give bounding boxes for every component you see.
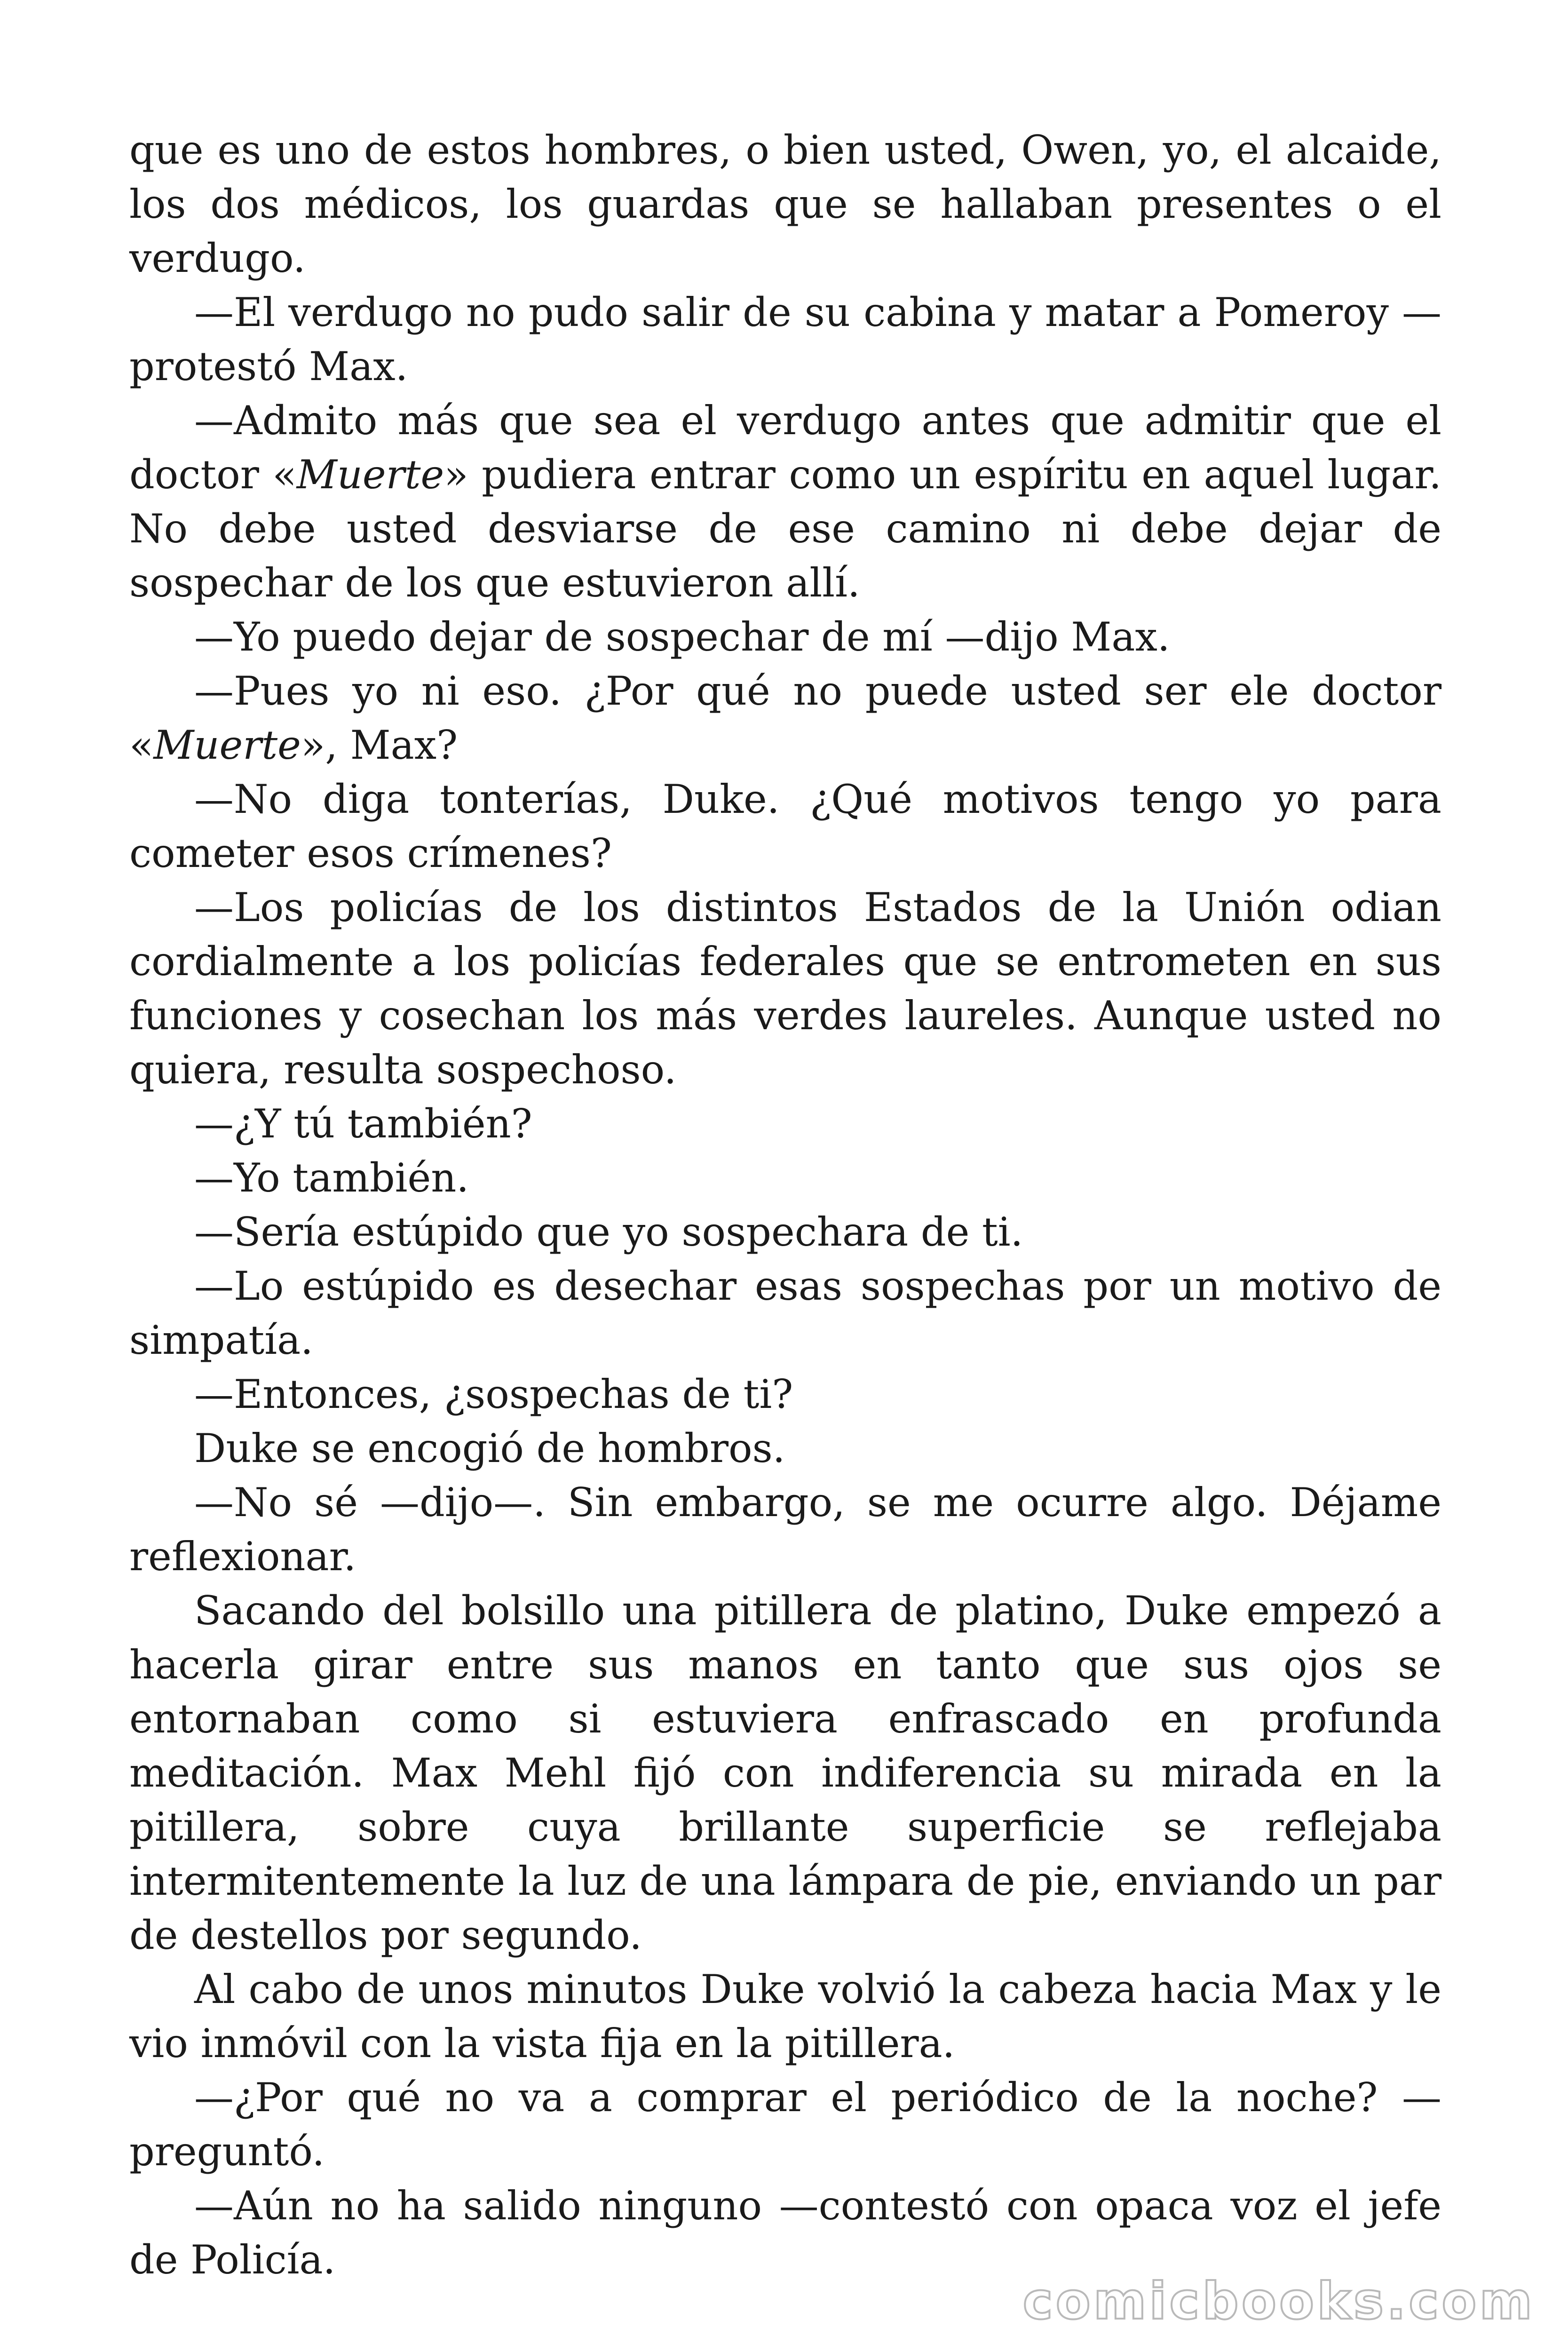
paragraph: —Yo puedo dejar de sospechar de mí —dijo Max. (194, 614, 1170, 660)
paragraph: Al cabo de unos minutos Duke volvió la cabeza hacia Max y le vio inmóvil con la vista fija en la pitillera. (129, 1966, 1441, 2066)
paragraph: —Yo también. (194, 1155, 469, 1201)
paragraph: —No sé —dijo—. Sin embargo, se me ocurre algo. Déjame reflexionar. (129, 1479, 1441, 1580)
paragraph: Sacando del bolsillo una pitillera de platino, Duke empezó a hacerla girar entre sus manos en tanto que sus ojos se entornaban como si estuviera enfrascado en profunda meditación. Max Mehl fijó con indiferencia su mirada en la pitillera, sobre cuya brillante superficie se reflejaba intermitentemente la luz de una lámpara de pie, enviando un par de destellos por segundo. (129, 1588, 1441, 1958)
paragraph: —El verdugo no pudo salir de su cabina y matar a Pomeroy —protestó Max. (129, 289, 1441, 389)
paragraph: —Entonces, ¿sospechas de ti? (194, 1371, 793, 1417)
italic-name: Muerte (296, 452, 444, 498)
paragraph: Duke se encogió de hombros. (194, 1425, 785, 1471)
paragraph: —Lo estúpido es desechar esas sospechas por un motivo de simpatía. (129, 1263, 1441, 1363)
paragraph: que es uno de estos hombres, o bien usted, Owen, yo, el alcaide, los dos médicos, los guardas que se hallaban presentes o el verdugo. (129, 127, 1441, 281)
paragraph: —Aún no ha salido ninguno —contestó con opaca voz el jefe de Policía. (129, 2183, 1441, 2283)
page-text (129, 123, 1441, 2287)
paragraph: —Pues yo ni eso. ¿Por qué no puede usted ser ele doctor «Muerte», Max? (129, 668, 1441, 768)
paragraph: —¿Por qué no va a comprar el periódico de la noche? —preguntó. (129, 2074, 1441, 2175)
paragraph: —¿Y tú también? (194, 1101, 532, 1147)
italic-name: Muerte (153, 722, 301, 768)
paragraph: —Los policías de los distintos Estados de la Unión odian cordialmente a los policías federales que se entrometen en sus funciones y cosechan los más verdes laureles. Aunque usted no quiera, resulta sospechoso. (129, 884, 1441, 1093)
paragraph: —Admito más que sea el verdugo antes que admitir que el doctor «Muerte» pudiera entrar como un espíritu en aquel lugar. No debe usted desviarse de ese camino ni debe dejar de sospechar de los que estuvieron allí. (129, 397, 1442, 606)
paragraph: —No diga tonterías, Duke. ¿Qué motivos tengo yo para cometer esos crímenes? (129, 776, 1441, 876)
paragraph: —Sería estúpido que yo sospechara de ti. (194, 1209, 1023, 1255)
watermark: comicbooks.com (1022, 2272, 1535, 2331)
